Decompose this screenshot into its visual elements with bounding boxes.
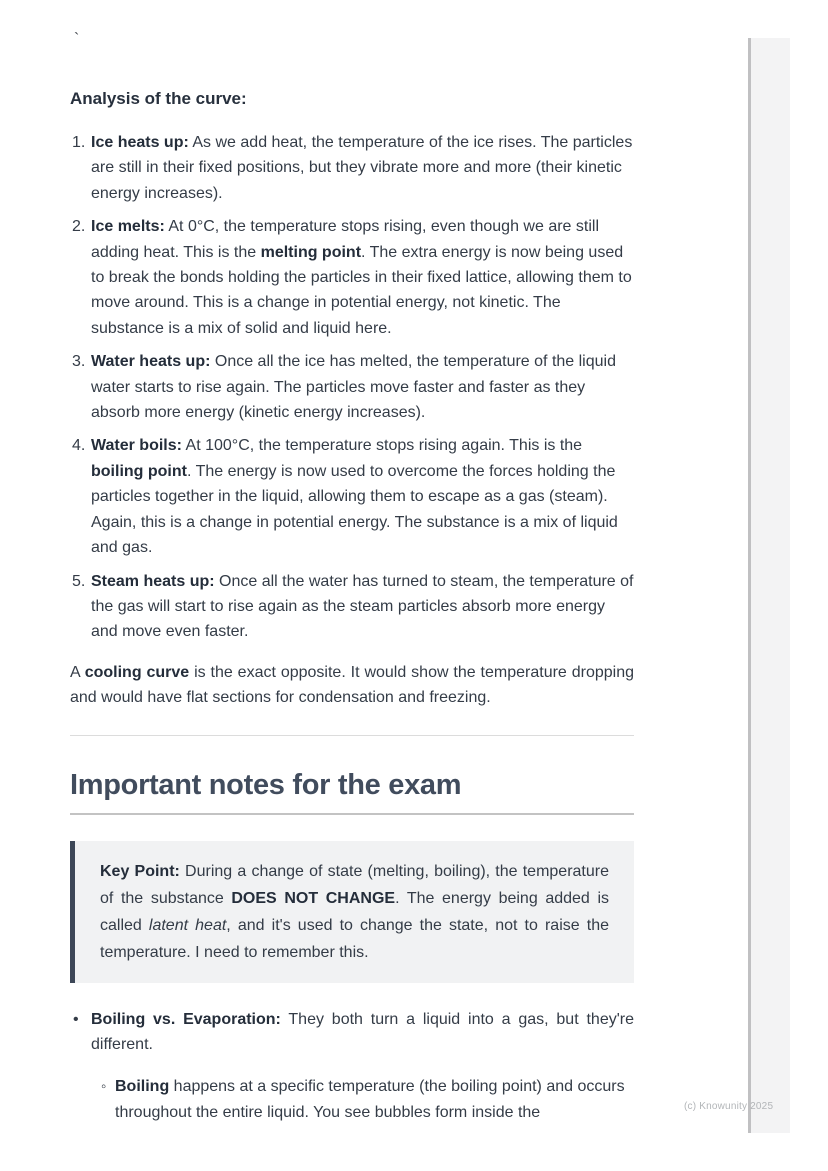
- content-area: [70, 87, 634, 1125]
- bullet-content: [91, 1007, 634, 1126]
- sub-bullet-lead: Boiling: [115, 1078, 170, 1096]
- item-body: . The extra energy is now being used to break the bonds holding the particles in their fixed lattice, allowing them to move around. This is a change in potential energy, not kinetic. The substance is a mix of solid and liquid here.: [91, 243, 632, 337]
- list-item-water-boils: [70, 433, 634, 560]
- list-item-text: [91, 214, 634, 341]
- item-lead: Ice melts:: [91, 218, 165, 236]
- section-divider: [70, 735, 634, 736]
- item-body: As we add heat, the temperature of the ice rises. The particles are still in their fixed positions, but they vibrate more and more (their kinetic energy increases).: [91, 134, 633, 202]
- paragraph-inline-bold: cooling curve: [84, 663, 190, 681]
- list-item-text: [91, 433, 634, 560]
- bullet-marker-icon: •: [73, 1010, 79, 1028]
- analysis-ordered-list: [70, 130, 634, 645]
- stray-backtick-mark: `: [74, 31, 80, 48]
- list-item-water-heats-up: [70, 349, 634, 425]
- item-lead: Ice heats up:: [91, 134, 189, 151]
- list-item-ice-melts: [70, 214, 634, 341]
- bullet-body: They both turn a liquid into a gas, but they're different.: [91, 1010, 634, 1053]
- item-body: At 0°C, the temperature stops rising, even though we are still adding heat. This is the: [91, 218, 599, 261]
- list-number: 1.: [72, 134, 86, 151]
- notes-bullet-list: [70, 1007, 634, 1126]
- item-inline-bold: melting point: [260, 243, 362, 261]
- sub-bullet-boiling: [91, 1074, 634, 1125]
- item-lead: Water boils:: [91, 437, 182, 455]
- list-number: 5.: [72, 572, 86, 590]
- list-number: 2.: [72, 218, 86, 236]
- list-number: 4.: [72, 437, 86, 455]
- page-gutter: [751, 38, 790, 1133]
- analysis-heading: Analysis of the curve:: [70, 89, 247, 108]
- key-point-body: , and it's used to change the state, not to raise the temperature. I need to remember this.: [100, 916, 609, 961]
- list-item-ice-heats-up: [70, 130, 634, 206]
- list-item-text: [91, 349, 634, 425]
- sub-bullet-marker-icon: ◦: [101, 1078, 107, 1096]
- sub-bullet-text: [115, 1074, 634, 1125]
- key-point-emphasis: DOES NOT CHANGE: [231, 889, 396, 907]
- list-number: 3.: [72, 353, 86, 371]
- paragraph-text: A: [70, 663, 85, 681]
- item-body: . The energy is now used to overcome the forces holding the particles together in the liquid, allowing them to escape as a gas (steam). Again, this is a change in potential energy. The substance is a mix of liquid and gas.: [91, 462, 618, 557]
- paragraph-text: is the exact opposite. It would show the temperature dropping and would have flat sections for condensation and freezing.: [70, 663, 635, 707]
- exam-notes-heading: Important notes for the exam: [70, 766, 634, 815]
- key-point-text: [100, 858, 609, 966]
- item-lead: Water heats up:: [91, 353, 211, 371]
- key-point-callout: [70, 841, 634, 983]
- cooling-curve-paragraph: [70, 660, 634, 711]
- list-item-steam-heats-up: [70, 569, 634, 645]
- key-point-italic: latent heat: [148, 916, 227, 934]
- list-item-text: [91, 569, 634, 645]
- item-inline-bold: boiling point: [91, 462, 187, 480]
- key-point-body: During a change of state (melting, boiling), the temperature of the substance: [100, 862, 609, 907]
- item-body: Once all the water has turned to steam, the temperature of the gas will start to rise again as the steam particles absorb more energy and move even faster.: [91, 572, 634, 641]
- item-body: Once all the ice has melted, the temperature of the liquid water starts to rise again. The particles move faster and faster as they absorb more energy (kinetic energy increases).: [91, 353, 616, 422]
- key-point-lead: Key Point:: [100, 862, 180, 880]
- bullet-boiling-vs-evaporation: [70, 1007, 634, 1126]
- key-point-body: . The energy being added is called: [100, 889, 609, 934]
- list-item-text: [91, 130, 634, 206]
- knowunity-watermark: (c) Knowunity 2025: [684, 1101, 774, 1112]
- sub-bullet-list: [91, 1074, 634, 1125]
- item-body: At 100°C, the temperature stops rising again. This is the: [181, 437, 583, 455]
- bullet-text: [91, 1007, 634, 1058]
- sub-bullet-body: happens at a specific temperature (the boiling point) and occurs throughout the entire liquid. You see bubbles form inside the: [115, 1078, 625, 1121]
- item-lead: Steam heats up:: [91, 572, 215, 590]
- bullet-lead: Boiling vs. Evaporation:: [91, 1010, 281, 1028]
